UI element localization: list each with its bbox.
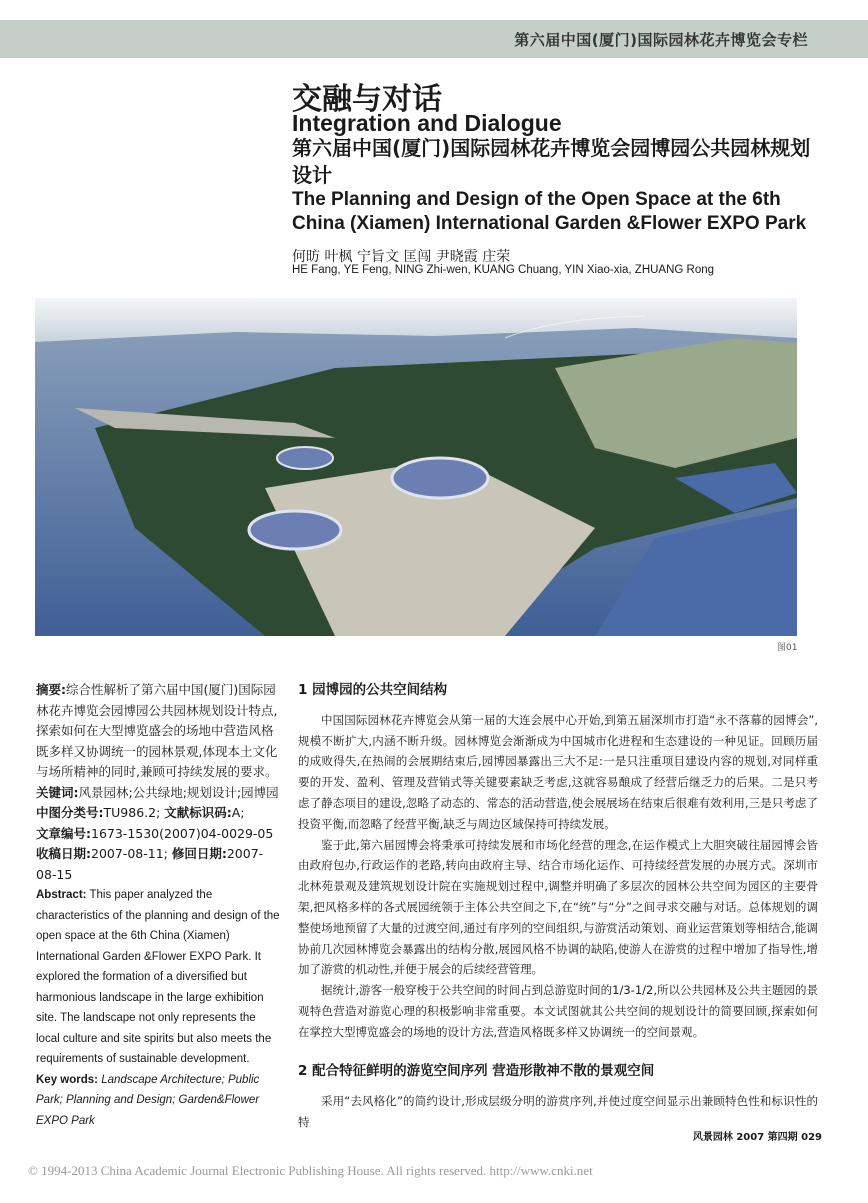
park-aerial-rendering [35, 298, 797, 636]
doc-code-value: A; [231, 805, 245, 820]
pavilion-dome [277, 447, 333, 469]
revised-value: 2007-08-15 [36, 846, 264, 882]
paragraph: 据统计,游客一般穿梭于公共空间的时间占到总游览时间的1/3-1/2,所以公共园林及公共主题园的景观特色营造对游览心理的积极影响非常重要。本文试图就其公共空间的规划设计的简要回顾,探索如何在掌控大型博览盛会的场地的设计方法,营造风格既多样又协调统一的空间景观。 [298, 983, 818, 1039]
article-number [36, 824, 280, 845]
header-banner [0, 20, 868, 58]
article-no-value: 1673-1530(2007)04-0029-05 [91, 825, 274, 841]
section-1-heading: 1 园博园的公共空间结构 [298, 682, 448, 698]
abstract-text: 综合性解析了第六届中国(厦门)国际园林花卉博览会园博园公共园林规划设计特点,探索如何在大型博览盛会的场地中营造风格既多样又协调统一的园林景观,体现本土文化与场所精神的同时,兼顾可持续发展的要求。 [36, 682, 278, 779]
paragraph: 中国国际园林花卉博览会从第一届的大连会展中心开始,到第五届深圳市打造“永不落幕的园博会”,规模不断扩大,内涵不断升级。园林博览会渐渐成为中国城市化进程和生态建设的一种见证。回顾历届的成败得失,在热闹的会展期结束后,园博园暴露出三大不足:一是只注重项目建设内容的规划,对同样重要的开发、盈利、管理及营销式等关键要素缺乏考虑,这就容易酿成了经营后继乏力的后果。二是只考虑了静态项目的建设,忽略了动态的、常态的活动营造,使会展展场在结束后很难有效利用,三是只考虑了投资平衡,而忽略了经营平衡,缺乏与周边区域保持可持续发展。 [298, 712, 818, 831]
paragraph: 鉴于此,第六届园博会将秉承可持续发展和市场化经营的理念,在运作模式上大胆突破往届园博会皆由政府包办,行政运作的老路,转向由政府主导、结合市场化运作、可持续经营发展的办展方式。深圳市北林苑景观及建筑规划设计院在实施规划过程中,调整并明确了多层次的园林公共空间为园区的主要骨架,把风格多样的各式展园统领于主体公共空间之下,在“统”与“分”之间寻求交融与对话。总体规划的调整使场地预留了大量的过渡空间,通过有序列的空间组织,与游赏活动策划、商业运营策划等相结合,能调协前几次园林博览会暴露出的结构分散,展园风格不协调的缺陷,使游人在游赏的过程中增加了指导性,增加了游赏的机动性,并便于展会的后续经营管理。 [298, 837, 818, 977]
pavilion-dome [392, 458, 488, 498]
title-english: Integration and Dialogue [292, 110, 562, 136]
authors-chinese: 何昉 叶枫 宁旨文 匡闯 尹晓霞 庄荣 [292, 249, 511, 265]
abstract-column [36, 680, 280, 1131]
abstract-en [36, 885, 280, 1070]
keywords-label: 关键词: [36, 784, 79, 800]
keywords-en-label: Key words: [36, 1073, 98, 1086]
keywords-en-text: Landscape Architecture; Public Park; Planning and Design; Garden&Flower EXPO Park [36, 1073, 260, 1127]
received-label: 收稿日期: [36, 846, 91, 861]
article-no-label: 文章编号: [36, 825, 91, 841]
abstract-en-label: Abstract: [36, 889, 87, 901]
banner-text: 第六届中国(厦门)国际园林花卉博览会专栏 [514, 31, 808, 49]
title-chinese: 交融与对话 [292, 82, 442, 117]
revised-label: 修回日期: [171, 846, 227, 861]
keywords-en [36, 1070, 280, 1132]
keywords-text: 风景园林;公共绿地;规划设计;园博园 [78, 784, 279, 800]
subtitle-chinese: 第六届中国(厦门)国际园林花卉博览会园博园公共园林规划设计 [292, 136, 811, 187]
figure-label: 图01 [777, 643, 798, 653]
doc-code-label: 文献标识码: [164, 805, 232, 820]
subtitle-english: The Planning and Design of the Open Space at the 6th China (Xiamen) International Garden &Flower EXPO Park [292, 189, 807, 234]
received-value: 2007-08-11; [91, 846, 168, 861]
copyright-notice: © 1994-2013 China Academic Journal Electronic Publishing House. All rights reserved. http://www.cnki.net [28, 1163, 593, 1178]
clc-label: 中图分类号: [36, 805, 104, 820]
abstract-cn [36, 680, 280, 783]
abstract-label: 摘要: [36, 682, 66, 697]
clc-value: TU986.2; [103, 805, 161, 820]
section-2-heading: 2 配合特征鲜明的游览空间序列 营造形散神不散的景观空间 [298, 1062, 655, 1079]
pavilion-dome [249, 511, 341, 549]
authors-english: HE Fang, YE Feng, NING Zhi-wen, KUANG Chuang, YIN Xiao-xia, ZHUANG Rong [292, 264, 715, 276]
classification-info [36, 803, 280, 824]
keywords-cn [36, 783, 280, 804]
abstract-en-text: This paper analyzed the characteristics of the planning and design of the open space at the 6th China (Xiamen) International Garden &Flower EXPO Park. It explored the formation of a diversified but harmonious landscape in the large exhibition site. The landscape not only represents the local culture and site spirits but also meets the requirements of sustainable development. [36, 889, 280, 1065]
paragraph: 采用“去风格化”的简约设计,形成层级分明的游赏序列,并使过度空间显示出兼顾特色性和标识性的特 [298, 1094, 818, 1130]
dates [36, 844, 280, 885]
body-column [298, 680, 818, 1133]
page-footer: 风景园林 2007 第四期 029 [692, 1132, 822, 1143]
